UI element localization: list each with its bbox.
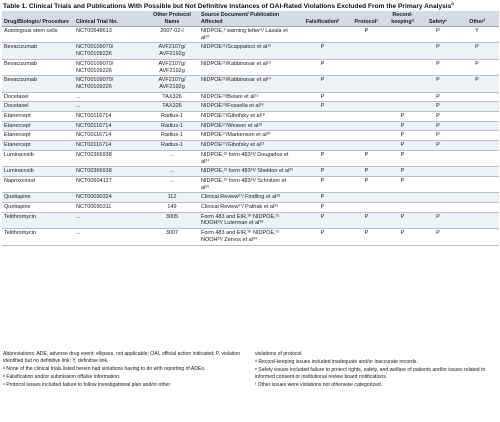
table-row <box>2 212 499 228</box>
cell-other-protocol: TAX326 <box>145 92 199 102</box>
cell-drug: Bevacizumab <box>2 76 74 92</box>
cell-other-protocol: Radius-1 <box>145 131 199 141</box>
table-row <box>2 176 499 192</box>
cell-safety <box>421 193 455 203</box>
cell-safety: P <box>421 212 455 228</box>
table-row <box>2 59 499 75</box>
cell-safety: P <box>421 76 455 92</box>
cell-other-protocol: AVF2107g/ AVF2192g <box>145 59 199 75</box>
footnote-c-continued: violations of protocol. <box>255 351 303 357</box>
cell-safety: P <box>421 131 455 141</box>
cell-drug: Etanercept <box>2 121 74 131</box>
cell-trial-no: NCT00090311 <box>74 203 145 213</box>
cell-trial-no: NCT00109070/ NCT00109226 <box>74 43 145 59</box>
cell-falsification: P <box>296 176 349 192</box>
cell-safety <box>421 150 455 166</box>
cell-trial-no: NCT00109070/ NCT00109226 <box>74 76 145 92</box>
cell-record-keeping: P <box>384 167 421 177</box>
cell-source-document: NIDPOE¹¹/Scappaticci et al¹² <box>199 43 296 59</box>
cell-record-keeping <box>384 193 421 203</box>
cell-source-document: NIDPOE¹³/Belani et al¹⁵ <box>199 92 296 102</box>
cell-trial-no: ... <box>74 102 145 112</box>
footnotes-left-column <box>3 351 243 390</box>
cell-other <box>455 212 499 228</box>
cell-trial-no: NCT00366938 <box>74 167 145 177</box>
table-row <box>2 92 499 102</box>
cell-other <box>455 176 499 192</box>
cell-other-protocol: TAX326 <box>145 102 199 112</box>
cell-protocol <box>349 59 384 75</box>
cell-drug: Etanercept <box>2 141 74 151</box>
table-row <box>2 203 499 213</box>
cell-falsification <box>296 131 349 141</box>
cell-other <box>455 92 499 102</box>
cell-source-document: NIDPOE¹⁷/Gibofsky et al¹⁸ <box>199 112 296 122</box>
cell-falsification <box>296 121 349 131</box>
cell-other-protocol: ... <box>145 150 199 166</box>
cell-trial-no: NCT00116714 <box>74 131 145 141</box>
cell-other <box>455 112 499 122</box>
cell-source-document: NIDPOE,³ warning letter⁹/ Lasala et al¹⁰ <box>199 27 296 43</box>
cell-other <box>455 203 499 213</box>
cell-safety: P <box>421 43 455 59</box>
cell-record-keeping: P <box>384 131 421 141</box>
cell-record-keeping: P <box>384 212 421 228</box>
cell-record-keeping <box>384 27 421 43</box>
table-header <box>2 11 499 27</box>
cell-drug: Telithromycin <box>2 229 74 245</box>
cell-record-keeping <box>384 43 421 59</box>
cell-source-document: Form 483 and EIR,³⁰ NIDPOE,³¹ NOOH³²/ Luterman et al³³ <box>199 212 296 228</box>
cell-drug: Telithromycin <box>2 212 74 228</box>
cell-protocol <box>349 203 384 213</box>
cell-record-keeping <box>384 203 421 213</box>
cell-falsification: P <box>296 167 349 177</box>
cell-falsification: P <box>296 59 349 75</box>
cell-source-document: NIDPOE¹⁷/Markenson et al²⁰ <box>199 131 296 141</box>
header-row <box>2 11 499 27</box>
cell-trial-no: NCT00090324 <box>74 193 145 203</box>
cell-source-document: NIDPOE¹¹/Kabbinavar et al¹³ <box>199 59 296 75</box>
table-row <box>2 131 499 141</box>
cell-trial-no: ... <box>74 212 145 228</box>
cell-other: P <box>455 43 499 59</box>
cell-other <box>455 102 499 112</box>
cell-safety: P <box>421 92 455 102</box>
cell-protocol: P <box>349 229 384 245</box>
cell-safety: P <box>421 141 455 151</box>
cell-source-document: Clinical Review²⁷/ Findling et al²⁸ <box>199 193 296 203</box>
header-trial-no: Clinical Trial No. <box>74 11 145 27</box>
cell-other <box>455 229 499 245</box>
cell-other <box>455 131 499 141</box>
cell-safety <box>421 203 455 213</box>
cell-record-keeping <box>384 76 421 92</box>
cell-other <box>455 121 499 131</box>
cell-protocol <box>349 43 384 59</box>
table-row <box>2 150 499 166</box>
cell-safety <box>421 167 455 177</box>
cell-protocol <box>349 112 384 122</box>
cell-protocol: P <box>349 176 384 192</box>
cell-source-document: Form 483 and EIR,³⁰ NIDPOE,³¹ NOOH³²/ Zervos et al³⁴ <box>199 229 296 245</box>
cell-protocol <box>349 141 384 151</box>
cell-falsification: P <box>296 92 349 102</box>
cell-other <box>455 141 499 151</box>
cell-other-protocol: AVF2107g/ AVF2192g <box>145 43 199 59</box>
cell-safety: P <box>421 112 455 122</box>
cell-drug: Etanercept <box>2 131 74 141</box>
cell-protocol: P <box>349 212 384 228</box>
cell-trial-no: NCT00116714 <box>74 121 145 131</box>
cell-protocol <box>349 193 384 203</box>
header-source-document: Source Document/ Publication Affected <box>199 11 296 27</box>
table-title-text: Table 1. Clinical Trials and Publications With Possible but Not Definitive Instances of OAI-Rated Violations Excluded From the Primary Analysis <box>3 3 452 10</box>
cell-drug: Quetiapine <box>2 203 74 213</box>
cell-record-keeping <box>384 59 421 75</box>
cell-drug: Etanercept <box>2 112 74 122</box>
cell-safety: P <box>421 59 455 75</box>
cell-other-protocol: 3005 <box>145 212 199 228</box>
cell-other-protocol: Radius-1 <box>145 121 199 131</box>
cell-falsification: P <box>296 43 349 59</box>
cell-other-protocol: ... <box>145 176 199 192</box>
header-safety: Safetyᵉ <box>421 11 455 27</box>
cell-drug: Docetaxel <box>2 92 74 102</box>
cell-falsification <box>296 27 349 43</box>
cell-other: P <box>455 59 499 75</box>
cell-falsification: P <box>296 193 349 203</box>
cell-protocol <box>349 92 384 102</box>
header-other-protocol: Other Protocol Name <box>145 11 199 27</box>
table-row <box>2 193 499 203</box>
cell-safety: P <box>421 121 455 131</box>
cell-drug: Bevacizumab <box>2 43 74 59</box>
cell-protocol: P <box>349 150 384 166</box>
cell-record-keeping: P <box>384 112 421 122</box>
cell-falsification: P <box>296 203 349 213</box>
cell-other-protocol: 3007 <box>145 229 199 245</box>
cell-record-keeping <box>384 92 421 102</box>
table-row <box>2 76 499 92</box>
header-drug: Drug/Biologic/ Procedure <box>2 11 74 27</box>
cell-other-protocol: AVF2107g/ AVF2192g <box>145 76 199 92</box>
cell-source-document: NIDPOE¹¹/Kabbinavar et al¹⁴ <box>199 76 296 92</box>
footnote-abbreviations: Abbreviations: ADE, adverse drug event; ellipses, not applicable; OAI, official action indicated; P, violation identified but no definitive link; Y, definitive link. <box>3 351 241 364</box>
cell-falsification: P <box>296 229 349 245</box>
cell-falsification: P <box>296 150 349 166</box>
cell-safety <box>421 176 455 192</box>
footnote-c: ᶜ Protocol issues included failure to follow investigational plan and/or other <box>3 381 171 388</box>
cell-drug: Lumiracoxib <box>2 150 74 166</box>
cell-protocol <box>349 121 384 131</box>
cell-safety: P <box>421 102 455 112</box>
header-falsification: Falsificationᵇ <box>296 11 349 27</box>
footnote-a: ᵃ None of the clinical trials listed herein had violations having to do with reporting of ADEs. <box>3 365 206 372</box>
cell-trial-no: NCT00109070/ NCT00109226 <box>74 59 145 75</box>
cell-drug: Docetaxel <box>2 102 74 112</box>
cell-protocol: P <box>349 27 384 43</box>
table-row <box>2 167 499 177</box>
cell-falsification <box>296 141 349 151</box>
cell-safety: P <box>421 27 455 43</box>
cell-protocol: P <box>349 167 384 177</box>
cell-drug: Lumiracoxib <box>2 167 74 177</box>
table-row <box>2 141 499 151</box>
cell-record-keeping: P <box>384 229 421 245</box>
header-protocol: Protocolᶜ <box>349 11 384 27</box>
table-title-footnote-mark: a <box>451 2 454 6</box>
cell-trial-no: NCT00116714 <box>74 112 145 122</box>
cell-record-keeping <box>384 102 421 112</box>
cell-safety: P <box>421 229 455 245</box>
cell-source-document: Clinical Review²⁷/ Pathak et al²⁹ <box>199 203 296 213</box>
table-row <box>2 27 499 43</box>
cell-trial-no: NCT00504127 <box>74 176 145 192</box>
cell-other-protocol: 149 <box>145 203 199 213</box>
header-record-keeping: Record-keepingᵈ <box>384 11 421 27</box>
cell-source-document: NIDPOE¹⁷/Gibofsky et al²¹ <box>199 141 296 151</box>
table-row <box>2 43 499 59</box>
cell-record-keeping: P <box>384 121 421 131</box>
cell-source-document: NIDPOE¹⁷/Weaver et al¹⁹ <box>199 121 296 131</box>
cell-drug: Naproxcinod <box>2 176 74 192</box>
cell-other-protocol: 2007-02-I <box>145 27 199 43</box>
violations-table <box>2 11 499 246</box>
table-row <box>2 229 499 245</box>
cell-other: P <box>455 76 499 92</box>
header-other: Otherᶠ <box>455 11 499 27</box>
cell-protocol <box>349 131 384 141</box>
cell-source-document: NIDPOE,²² form 483²³/ Dougados et al²⁴ <box>199 150 296 166</box>
cell-trial-no: NCT00116714 <box>74 141 145 151</box>
cell-other: Y <box>455 27 499 43</box>
cell-trial-no: ... <box>74 92 145 102</box>
cell-source-document: NIDPOE¹³/Fossella et al¹⁶ <box>199 102 296 112</box>
cell-other-protocol: Radius-1 <box>145 141 199 151</box>
cell-other <box>455 167 499 177</box>
cell-falsification <box>296 112 349 122</box>
cell-falsification: P <box>296 76 349 92</box>
footnote-f: ᶠ Other issues were violations not otherwise categorized. <box>255 381 383 388</box>
table-title <box>3 2 497 11</box>
cell-other-protocol: ... <box>145 167 199 177</box>
cell-source-document: NIDPOE,²² form 483²³/ Schnitzer et al²⁶ <box>199 176 296 192</box>
cell-falsification: P <box>296 102 349 112</box>
footnotes-right-column <box>255 351 495 390</box>
cell-trial-no: NCT00548613 <box>74 27 145 43</box>
table-body <box>2 27 499 246</box>
cell-record-keeping: P <box>384 176 421 192</box>
cell-record-keeping: P <box>384 141 421 151</box>
footnote-d: ᵈ Record-keeping issues included inadequate and/or inaccurate records. <box>255 359 418 366</box>
cell-drug: Autologous stem cells <box>2 27 74 43</box>
table-row <box>2 121 499 131</box>
cell-trial-no: NCT00366938 <box>74 150 145 166</box>
cell-other <box>455 193 499 203</box>
cell-drug: Bevacizumab <box>2 59 74 75</box>
footnote-b: ᵇ Falsification and/or submission offalse information. <box>3 373 121 380</box>
cell-source-document: NIDPOE,²² form 483²³/ Sheldon et al²⁵ <box>199 167 296 177</box>
cell-other-protocol: Radius-1 <box>145 112 199 122</box>
cell-drug: Quetiapine <box>2 193 74 203</box>
table-row <box>2 102 499 112</box>
cell-trial-no: ... <box>74 229 145 245</box>
cell-other-protocol: 112 <box>145 193 199 203</box>
table-row <box>2 112 499 122</box>
cell-falsification: P <box>296 212 349 228</box>
cell-record-keeping: P <box>384 150 421 166</box>
cell-other <box>455 150 499 166</box>
footnote-e: ᵉ Safety issues included failure to protect rights, safety, and welfare of patients and/or issues related to informed consent or institutional review board notifications. <box>255 367 486 380</box>
cell-protocol <box>349 76 384 92</box>
cell-protocol <box>349 102 384 112</box>
